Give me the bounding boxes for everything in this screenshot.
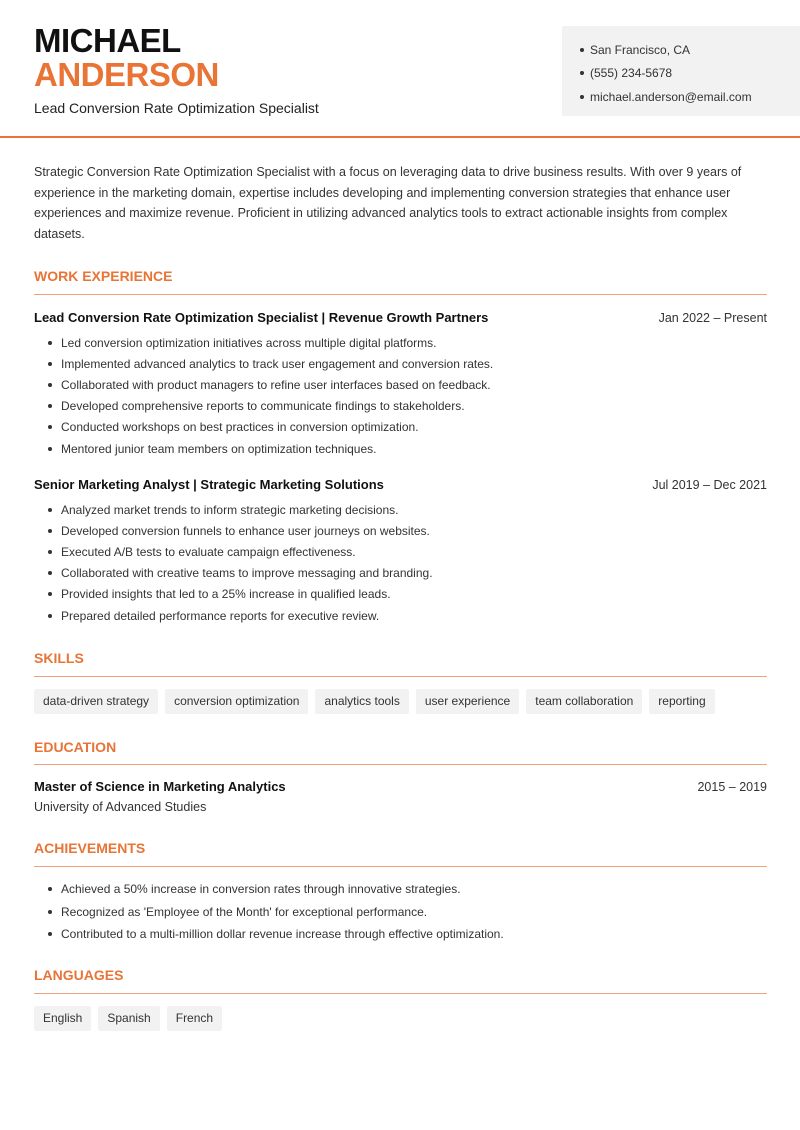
bullet-icon: [48, 571, 52, 575]
list-item: Achieved a 50% increase in conversion rates through innovative strategies.: [34, 878, 767, 901]
list-item: Collaborated with creative teams to improve messaging and branding.: [34, 563, 767, 584]
professional-summary: Strategic Conversion Rate Optimization Specialist with a focus on leveraging data to drive business results. With over 9 years of experience in the marketing domain, expertise includes developing and implementing conversion strategies that enhance user experiences and maximize revenue. Proficient in utilizing advanced analytics tools to extract actionable insights from complex datasets.: [34, 165, 742, 242]
list-item: Analyzed market trends to inform strategic marketing decisions.: [34, 499, 767, 520]
language-tag: English: [34, 1006, 91, 1031]
job-header: [34, 477, 767, 492]
achievements-list: [34, 878, 767, 946]
list-item: Led conversion optimization initiatives across multiple digital platforms.: [34, 332, 767, 353]
skill-tag: data-driven strategy: [34, 689, 158, 714]
skill-tag: team collaboration: [526, 689, 642, 714]
skill-tag: analytics tools: [315, 689, 408, 714]
education-header: [34, 779, 767, 794]
job-title: Senior Marketing Analyst | Strategic Marketing Solutions: [34, 477, 384, 492]
last-name: ANDERSON: [34, 56, 219, 93]
section-divider: [34, 764, 767, 765]
list-item: Implemented advanced analytics to track user engagement and conversion rates.: [34, 353, 767, 374]
list-item: Developed conversion funnels to enhance user journeys on websites.: [34, 520, 767, 541]
languages-list: [34, 1006, 222, 1031]
bullet-icon: [48, 614, 52, 618]
school-name: University of Advanced Studies: [34, 800, 207, 814]
section-divider: [34, 993, 767, 994]
language-tag: French: [167, 1006, 222, 1031]
contact-location: San Francisco, CA: [580, 38, 800, 62]
section-divider: [34, 866, 767, 867]
list-item: Developed comprehensive reports to communicate findings to stakeholders.: [34, 396, 767, 417]
section-divider: [34, 676, 767, 677]
skill-tag: reporting: [649, 689, 714, 714]
bullet-icon: [48, 550, 52, 554]
bullet-icon: [48, 404, 52, 408]
section-title-skills: SKILLS: [34, 650, 84, 666]
degree-title: Master of Science in Marketing Analytics: [34, 779, 286, 794]
bullet-icon: [48, 341, 52, 345]
skill-tag: conversion optimization: [165, 689, 308, 714]
language-tag: Spanish: [98, 1006, 159, 1031]
skill-tag: user experience: [416, 689, 519, 714]
bullet-icon: [48, 910, 52, 914]
section-title-work: WORK EXPERIENCE: [34, 268, 173, 284]
bullet-icon: [48, 529, 52, 533]
list-item: Provided insights that led to a 25% increase in qualified leads.: [34, 584, 767, 605]
first-name: MICHAEL: [34, 22, 181, 59]
list-item: Conducted workshops on best practices in conversion optimization.: [34, 417, 767, 438]
list-item: Collaborated with product managers to refine user interfaces based on feedback.: [34, 374, 767, 395]
list-item: Executed A/B tests to evaluate campaign effectiveness.: [34, 541, 767, 562]
list-item: Recognized as 'Employee of the Month' for exceptional performance.: [34, 901, 767, 924]
section-title-education: EDUCATION: [34, 739, 117, 755]
bullet-icon: [48, 592, 52, 596]
contact-email: michael.anderson@email.com: [580, 85, 800, 109]
section-title-achievements: ACHIEVEMENTS: [34, 840, 146, 856]
contact-phone: (555) 234-5678: [580, 62, 800, 86]
contact-box: [562, 26, 800, 116]
skills-list: [34, 689, 715, 714]
resume-header: [0, 0, 800, 138]
bullet-icon: [48, 447, 52, 451]
job-bullets: [34, 499, 767, 626]
bullet-icon: [48, 425, 52, 429]
job-dates: Jul 2019 – Dec 2021: [652, 478, 767, 492]
job-dates: Jan 2022 – Present: [658, 311, 767, 325]
education-dates: 2015 – 2019: [697, 780, 767, 794]
candidate-name: [34, 24, 219, 92]
list-item: Mentored junior team members on optimization techniques.: [34, 438, 767, 459]
bullet-icon: [48, 383, 52, 387]
list-item: Contributed to a multi-million dollar revenue increase through effective optimization.: [34, 923, 767, 946]
list-item: Prepared detailed performance reports for executive review.: [34, 605, 767, 626]
job-title-headline: Lead Conversion Rate Optimization Specialist: [34, 100, 319, 116]
bullet-icon: [48, 932, 52, 936]
bullet-icon: [580, 71, 584, 75]
job-title: Lead Conversion Rate Optimization Specialist | Revenue Growth Partners: [34, 310, 489, 325]
job-bullets: [34, 332, 767, 459]
job-header: [34, 310, 767, 325]
section-title-languages: LANGUAGES: [34, 967, 124, 983]
bullet-icon: [580, 48, 584, 52]
bullet-icon: [580, 95, 584, 99]
bullet-icon: [48, 362, 52, 366]
bullet-icon: [48, 508, 52, 512]
bullet-icon: [48, 887, 52, 891]
section-divider: [34, 294, 767, 295]
